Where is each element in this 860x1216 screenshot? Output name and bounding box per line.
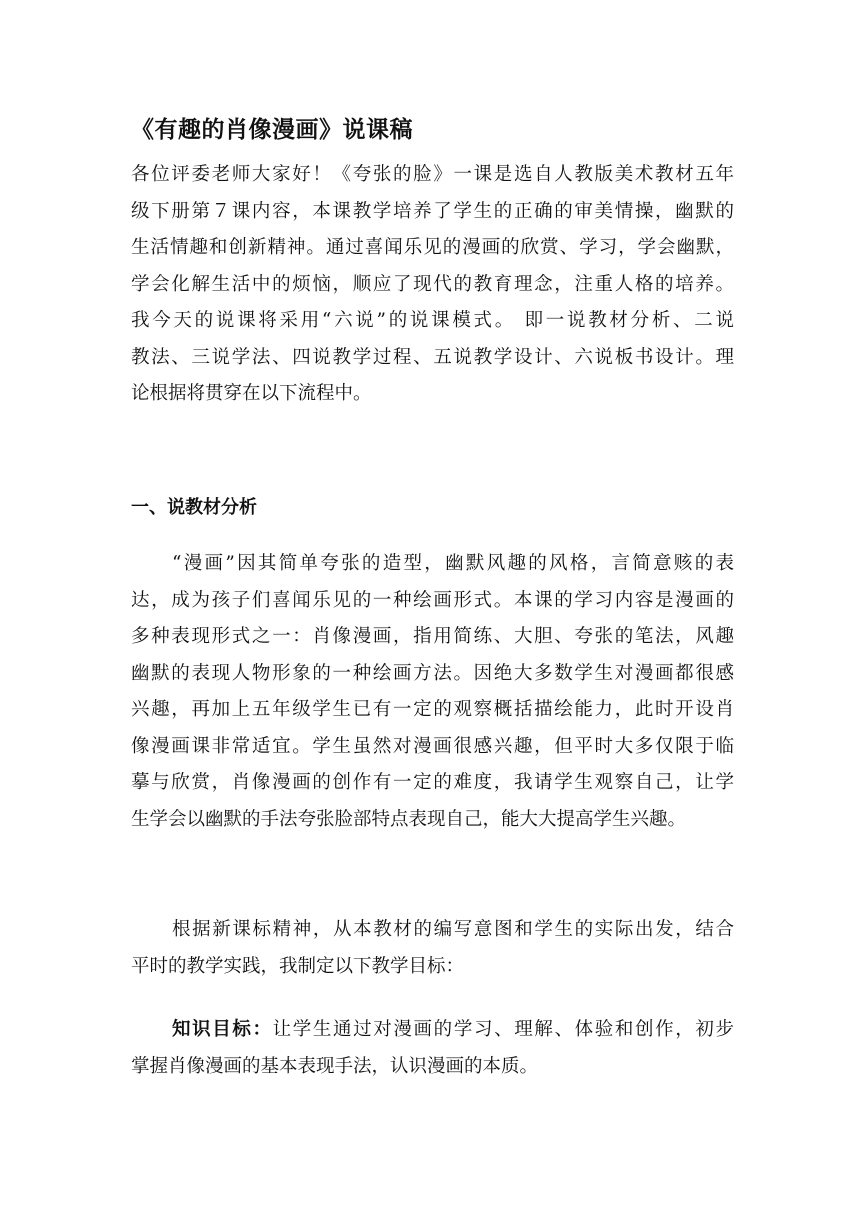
section1-paragraph-2 <box>131 912 734 985</box>
section1-paragraph-1 <box>131 546 734 838</box>
paragraph-line: 级下册第７课内容，本课教学培养了学生的正确的审美情操，幽默的 <box>131 200 734 222</box>
section-heading: 一、说教材分析 <box>131 497 257 518</box>
document-title: 《有趣的肖像漫画》说课稿 <box>131 117 413 143</box>
paragraph-line: 学会化解生活中的烦恼，顺应了现代的教育理念，注重人格的培养。 <box>131 273 734 295</box>
paragraph-line: 平时的教学实践，我制定以下教学目标： <box>131 955 465 977</box>
paragraph-line: “漫画”因其简单夸张的造型，幽默风趣的风格，言简意赅的表 <box>172 553 734 574</box>
paragraph-line: 多种表现形式之一：肖像漫画，指用简练、大胆、夸张的笔法，风趣 <box>131 626 734 647</box>
intro-paragraph <box>131 157 734 413</box>
paragraph-line <box>131 1012 734 1049</box>
paragraph-line: 达，成为孩子们喜闻乐见的一种绘画形式。本课的学习内容是漫画的 <box>131 589 734 611</box>
paragraph-line: 论根据将贯穿在以下流程中。 <box>131 383 372 404</box>
paragraph-line: 幽默的表现人物形象的一种绘画方法。因绝大多数学生对漫画都很感 <box>131 662 734 684</box>
paragraph-line: 我今天的说课将采用“六说”的说课模式。 即一说教材分析、二说 <box>131 310 734 331</box>
paragraph-line: 摹与欣赏，肖像漫画的创作有一定的难度，我请学生观察自己，让学 <box>131 772 734 793</box>
paragraph-line: 各位评委老师大家好！《夸张的脸》一课是选自人教版美术教材五年 <box>131 164 734 185</box>
knowledge-goal-label: 知识目标： <box>172 1019 273 1040</box>
paragraph-line: 掌握肖像漫画的基本表现手法，认识漫画的本质。 <box>131 1055 539 1077</box>
paragraph-line: 像漫画课非常适宜。学生虽然对漫画很感兴趣，但平时大多仅限于临 <box>131 735 734 757</box>
paragraph-line: 生活情趣和创新精神。通过喜闻乐见的漫画的欣赏、学习，学会幽默， <box>131 237 734 258</box>
paragraph-line: 兴趣，再加上五年级学生已有一定的观察概括描绘能力，此时开设肖 <box>131 699 734 720</box>
paragraph-line: 根据新课标精神，从本教材的编写意图和学生的实际出发，结合 <box>172 919 734 940</box>
knowledge-goal-paragraph <box>131 1012 734 1085</box>
paragraph-line: 生学会以幽默的手法夸张脸部特点表现自己，能大大提高学生兴趣。 <box>131 808 687 830</box>
knowledge-goal-text: 让学生通过对漫画的学习、理解、体验和创作，初步 <box>272 1019 734 1040</box>
paragraph-line: 教法、三说学法、四说教学过程、五说教学设计、六说板书设计。理 <box>131 346 734 368</box>
